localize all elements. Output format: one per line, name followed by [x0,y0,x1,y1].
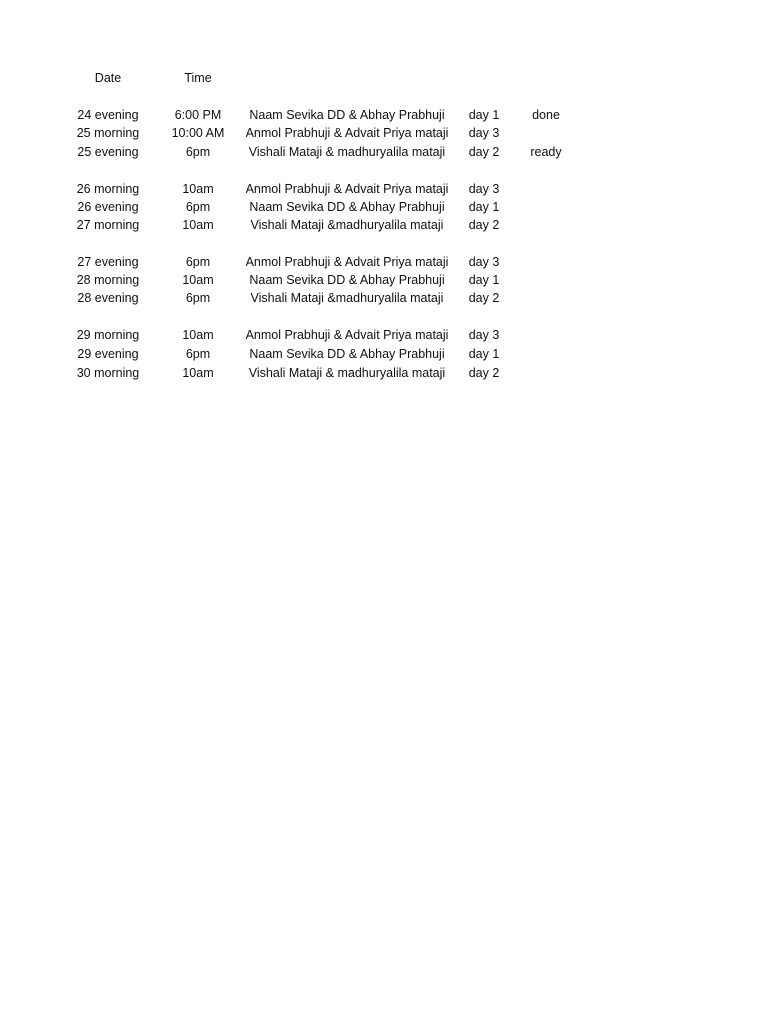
day-cell: day 3 [468,328,500,342]
status-cell [512,198,580,216]
table-row [0,271,768,289]
table-row [0,106,768,124]
day-cell: day 1 [468,108,500,122]
table-row [0,216,768,234]
day-cell: day 2 [468,366,500,380]
names-cell: Vishali Mataji & madhuryalila mataji [248,145,446,159]
names-cell: Naam Sevika DD & Abhay Prabhuji [249,273,445,287]
day-cell: day 2 [468,291,500,305]
table-row [0,326,768,344]
time-cell: 10am [182,328,214,342]
date-cell: 30 morning [76,366,140,380]
day-cell: day 1 [468,200,500,214]
header-row [0,69,768,87]
time-cell: 6pm [185,255,211,269]
status-cell [512,326,580,344]
names-cell: Vishali Mataji &madhuryalila mataji [250,218,444,232]
names-cell: Anmol Prabhuji & Advait Priya mataji [245,182,449,196]
time-cell: 10am [182,182,214,196]
names-cell: Anmol Prabhuji & Advait Priya mataji [245,255,449,269]
date-cell: 29 morning [76,328,140,342]
table-row [0,253,768,271]
status-cell [512,364,580,382]
table-row [0,180,768,198]
names-cell: Naam Sevika DD & Abhay Prabhuji [249,200,445,214]
date-cell: 27 morning [76,218,140,232]
names-cell: Vishali Mataji &madhuryalila mataji [250,291,444,305]
status-cell [512,216,580,234]
time-column-header: Time [184,71,212,85]
date-column-header: Date [94,71,122,85]
day-cell: day 2 [468,145,500,159]
date-cell: 25 morning [76,126,140,140]
names-cell: Anmol Prabhuji & Advait Priya mataji [245,126,449,140]
date-cell: 25 evening [77,145,139,159]
status-cell: ready [530,145,562,159]
table-row [0,289,768,307]
names-cell: Anmol Prabhuji & Advait Priya mataji [245,328,449,342]
time-cell: 10:00 AM [171,126,225,140]
time-cell: 10am [182,366,214,380]
status-cell [512,253,580,271]
table-row [0,143,768,161]
time-cell: 6pm [185,347,211,361]
time-cell: 6pm [185,145,211,159]
day-cell: day 3 [468,126,500,140]
day-cell: day 3 [468,255,500,269]
status-cell [512,124,580,142]
time-cell: 10am [182,218,214,232]
status-cell: done [532,108,560,122]
date-cell: 24 evening [77,108,139,122]
time-cell: 6pm [185,291,211,305]
day-cell: day 3 [468,182,500,196]
date-cell: 26 evening [77,200,139,214]
names-cell: Naam Sevika DD & Abhay Prabhuji [249,108,445,122]
status-cell [512,180,580,198]
names-cell: Naam Sevika DD & Abhay Prabhuji [249,347,445,361]
names-cell: Vishali Mataji & madhuryalila mataji [248,366,446,380]
date-cell: 27 evening [77,255,139,269]
time-cell: 6pm [185,200,211,214]
status-cell [512,271,580,289]
status-cell [512,289,580,307]
table-row [0,345,768,363]
day-cell: day 1 [468,273,500,287]
date-cell: 26 morning [76,182,140,196]
date-cell: 29 evening [77,347,139,361]
date-cell: 28 evening [77,291,139,305]
time-cell: 6:00 PM [174,108,222,122]
status-cell [512,345,580,363]
date-cell: 28 morning [76,273,140,287]
day-cell: day 2 [468,218,500,232]
time-cell: 10am [182,273,214,287]
table-row [0,198,768,216]
day-cell: day 1 [468,347,500,361]
table-row [0,124,768,142]
table-row [0,364,768,382]
